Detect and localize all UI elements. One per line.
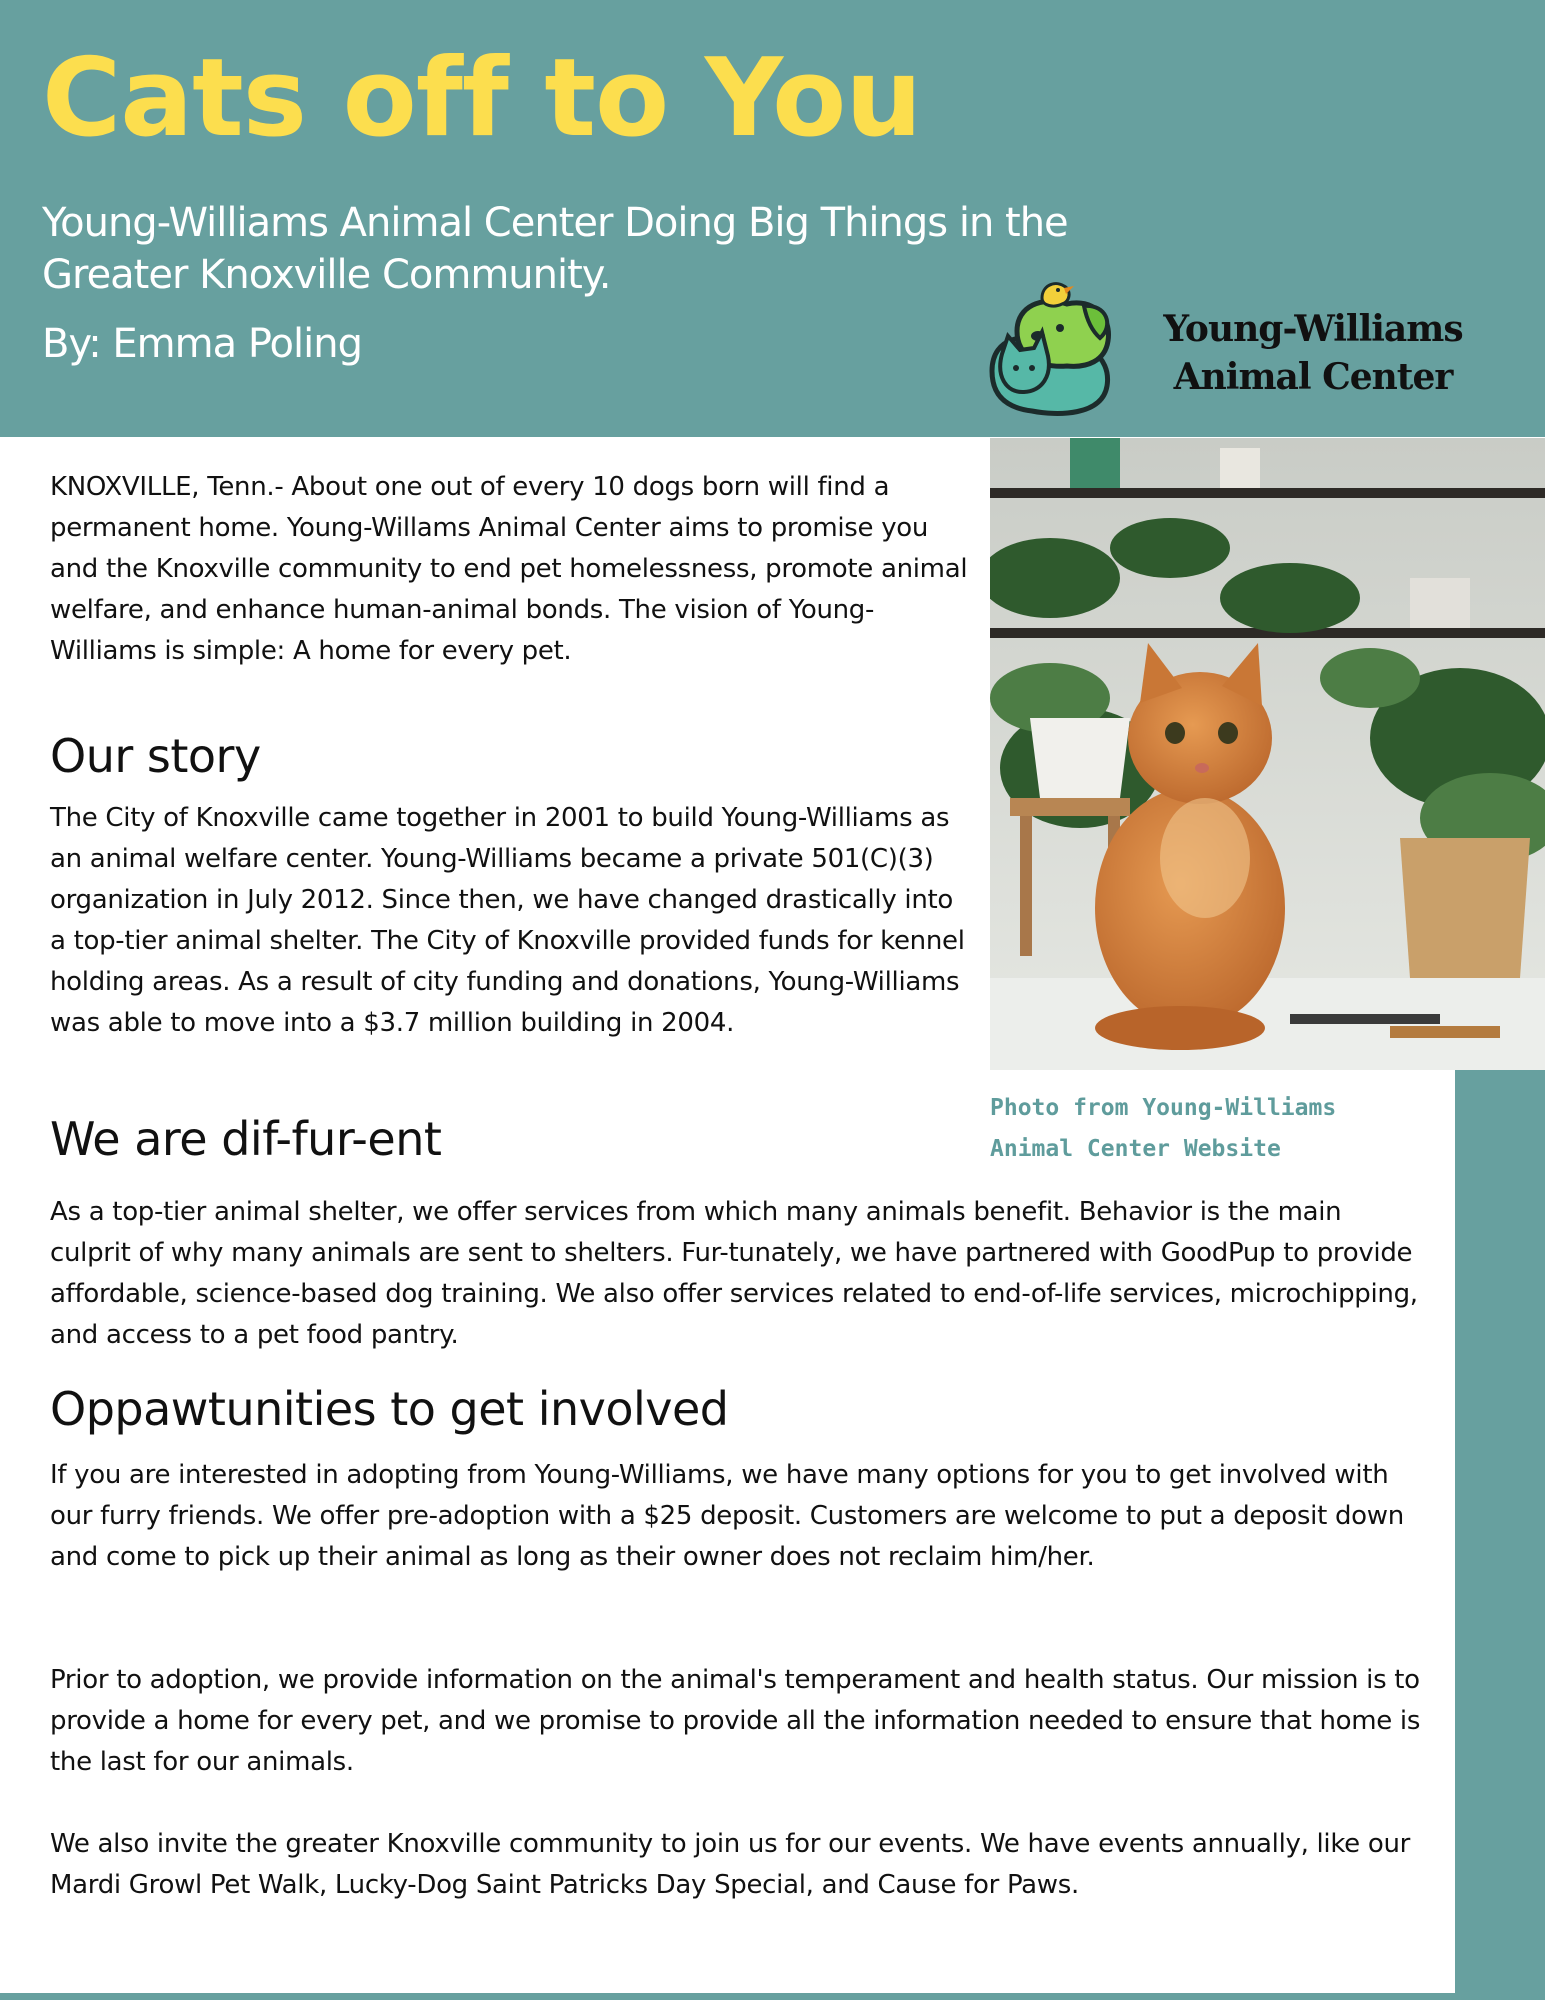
decorative-right-band [1455, 1070, 1545, 2000]
subtitle: Young-Williams Animal Center Doing Big Things in the Greater Knoxville Community. [42, 200, 1068, 298]
decorative-bottom-band [0, 1993, 1545, 2000]
section-heading-involved: Oppawtunities to get involved [50, 1382, 729, 1436]
cat-dog-bird-logo-icon [972, 276, 1132, 426]
section-heading-different: We are dif-fur-ent [50, 1112, 442, 1166]
logo-line-2: Animal Center [1173, 356, 1453, 398]
orange-cat-with-plants-photo [990, 438, 1545, 1070]
photo-caption: Photo from Young-Williams Animal Center Website [990, 1095, 1337, 1162]
involved-paragraph-2: Prior to adoption, we provide information on the animal's temperament and health status. Our mission is to provide a home for every pet, and we promise to provide all the information needed to ensure that home is the last for our animals. [50, 1665, 1421, 1777]
header-banner [0, 0, 1545, 437]
story-paragraph: The City of Knoxville came together in 2001 to build Young-Williams as an animal welfare center. Young-Williams became a private 501(C)(3) organization in July 2012. Since then, we have changed drastically into a top-tier animal shelter. The City of Knoxville provided funds for kennel holding areas. As a result of city funding and donations, Young-Williams was able to move into a $3.7 million building in 2004. [50, 803, 965, 1038]
section-heading-our-story: Our story [50, 729, 261, 783]
page-title: Cats off to You [42, 36, 922, 161]
involved-paragraph-3: We also invite the greater Knoxville community to join us for our events. We have events annually, like our Mardi Growl Pet Walk, Lucky-Dog Saint Patricks Day Special, and Cause for Paws. [50, 1829, 1411, 1900]
intro-paragraph: KNOXVILLE, Tenn.- About one out of every 10 dogs born will find a permanent home. Young-Willams Animal Center aims to promise you and the Knoxville community to end pet homelessness, promote animal welfare, and enhance human-animal bonds. The vision of Young-Williams is simple: A home for every pet. [50, 472, 968, 666]
different-paragraph: As a top-tier animal shelter, we offer services from which many animals benefit. Behavior is the main culprit of why many animals are sent to shelters. Fur-tunately, we have partnered with GoodPup to provide affordable, science-based dog training. We also offer services related to end-of-life services, microchipping, and access to a pet food pantry. [50, 1197, 1418, 1350]
logo-wordmark [1148, 305, 1478, 401]
involved-paragraph-1: If you are interested in adopting from Young-Williams, we have many options for you to get involved with our furry friends. We offer pre-adoption with a $25 deposit. Customers are welcome to put a deposit down and come to pick up their animal as long as their owner does not reclaim him/her. [50, 1460, 1404, 1572]
byline: By: Emma Poling [42, 321, 362, 367]
logo-line-1: Young-Williams [1163, 308, 1463, 350]
